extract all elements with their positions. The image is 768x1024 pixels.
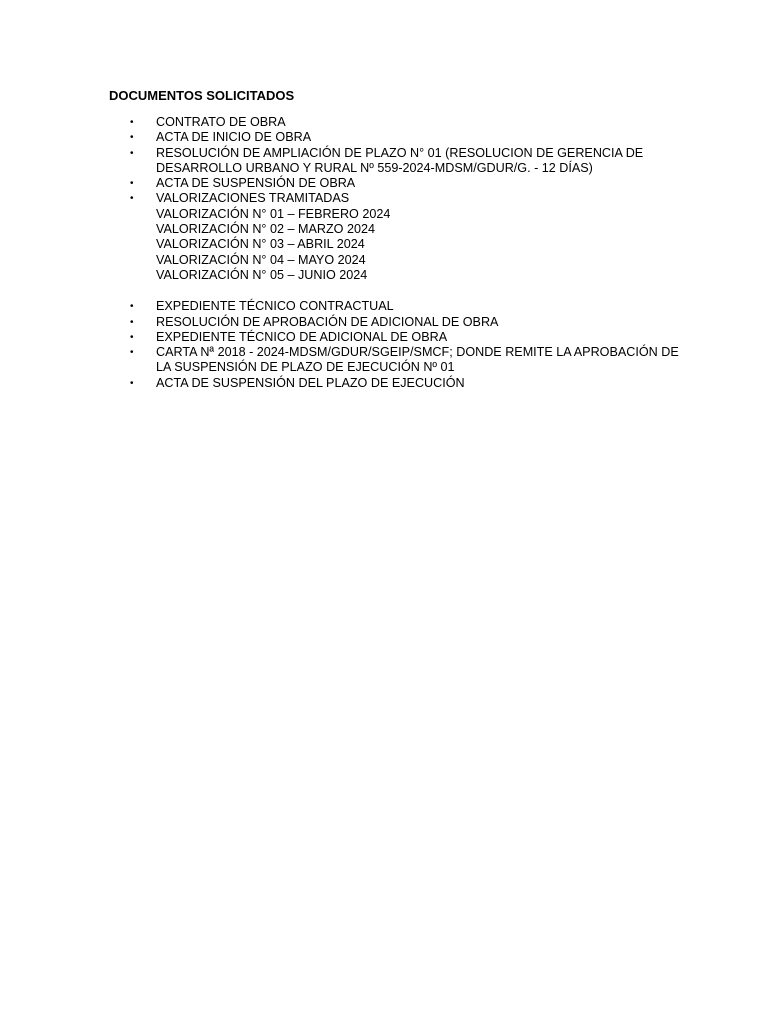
- valorizacion-line: VALORIZACIÓN N° 03 – ABRIL 2024: [156, 237, 365, 252]
- requested-documents-list: [130, 115, 690, 391]
- list-item: [130, 299, 690, 314]
- list-item-text: CARTA Nª 2018 - 2024-MDSM/GDUR/SGEIP/SMCF; DONDE REMITE LA APROBACIÓN DE LA SUSPENSIÓN DE PLAZO DE EJECUCIÓN Nº 01: [156, 345, 679, 375]
- list-item-text: ACTA DE SUSPENSIÓN DE OBRA: [156, 176, 356, 191]
- list-item: [130, 191, 690, 283]
- bullet-icon: •: [130, 193, 134, 205]
- list-item: [130, 376, 690, 391]
- bullet-icon: •: [130, 316, 134, 328]
- valorizacion-line: VALORIZACIÓN N° 05 – JUNIO 2024: [156, 267, 368, 282]
- list-item: [130, 176, 690, 191]
- bullet-icon: •: [130, 178, 134, 190]
- list-item-text: EXPEDIENTE TÉCNICO CONTRACTUAL: [156, 299, 394, 314]
- list-item-text: ACTA DE SUSPENSIÓN DEL PLAZO DE EJECUCIÓN: [156, 375, 465, 390]
- document-title: DOCUMENTOS SOLICITADOS: [109, 88, 295, 103]
- list-item-text: ACTA DE INICIO DE OBRA: [156, 130, 312, 145]
- bullet-icon: •: [130, 132, 134, 144]
- list-item-text: VALORIZACIONES TRAMITADAS: [156, 191, 350, 206]
- list-item: [130, 330, 690, 345]
- valorizacion-line: VALORIZACIÓN N° 04 – MAYO 2024: [156, 252, 366, 267]
- list-item-text: RESOLUCIÓN DE APROBACIÓN DE ADICIONAL DE OBRA: [156, 314, 499, 329]
- list-item: [130, 345, 690, 376]
- bullet-icon: •: [130, 377, 134, 389]
- list-item-text: EXPEDIENTE TÉCNICO DE ADICIONAL DE OBRA: [156, 329, 448, 344]
- bullet-icon: •: [130, 117, 134, 128]
- list-item: [130, 130, 690, 145]
- bullet-icon: •: [130, 301, 134, 313]
- bullet-icon: •: [130, 331, 134, 343]
- list-item: [130, 115, 690, 130]
- valorizacion-line: VALORIZACIÓN N° 02 – MARZO 2024: [156, 222, 375, 237]
- valorizaciones-list: [156, 207, 690, 283]
- list-item-text: CONTRATO DE OBRA: [156, 115, 286, 129]
- blank-line: [130, 283, 690, 299]
- list-item: [130, 315, 690, 330]
- list-item: [130, 146, 690, 177]
- valorizacion-line: VALORIZACIÓN N° 01 – FEBRERO 2024: [156, 206, 391, 221]
- bullet-icon: •: [130, 347, 134, 359]
- list-item-text: RESOLUCIÓN DE AMPLIACIÓN DE PLAZO N° 01 (RESOLUCION DE GERENCIA DE DESARROLLO URBANO Y RURAL Nº 559-2024-MDSM/GDUR/G. - 12 DÍAS): [156, 145, 644, 175]
- bullet-icon: •: [130, 147, 134, 159]
